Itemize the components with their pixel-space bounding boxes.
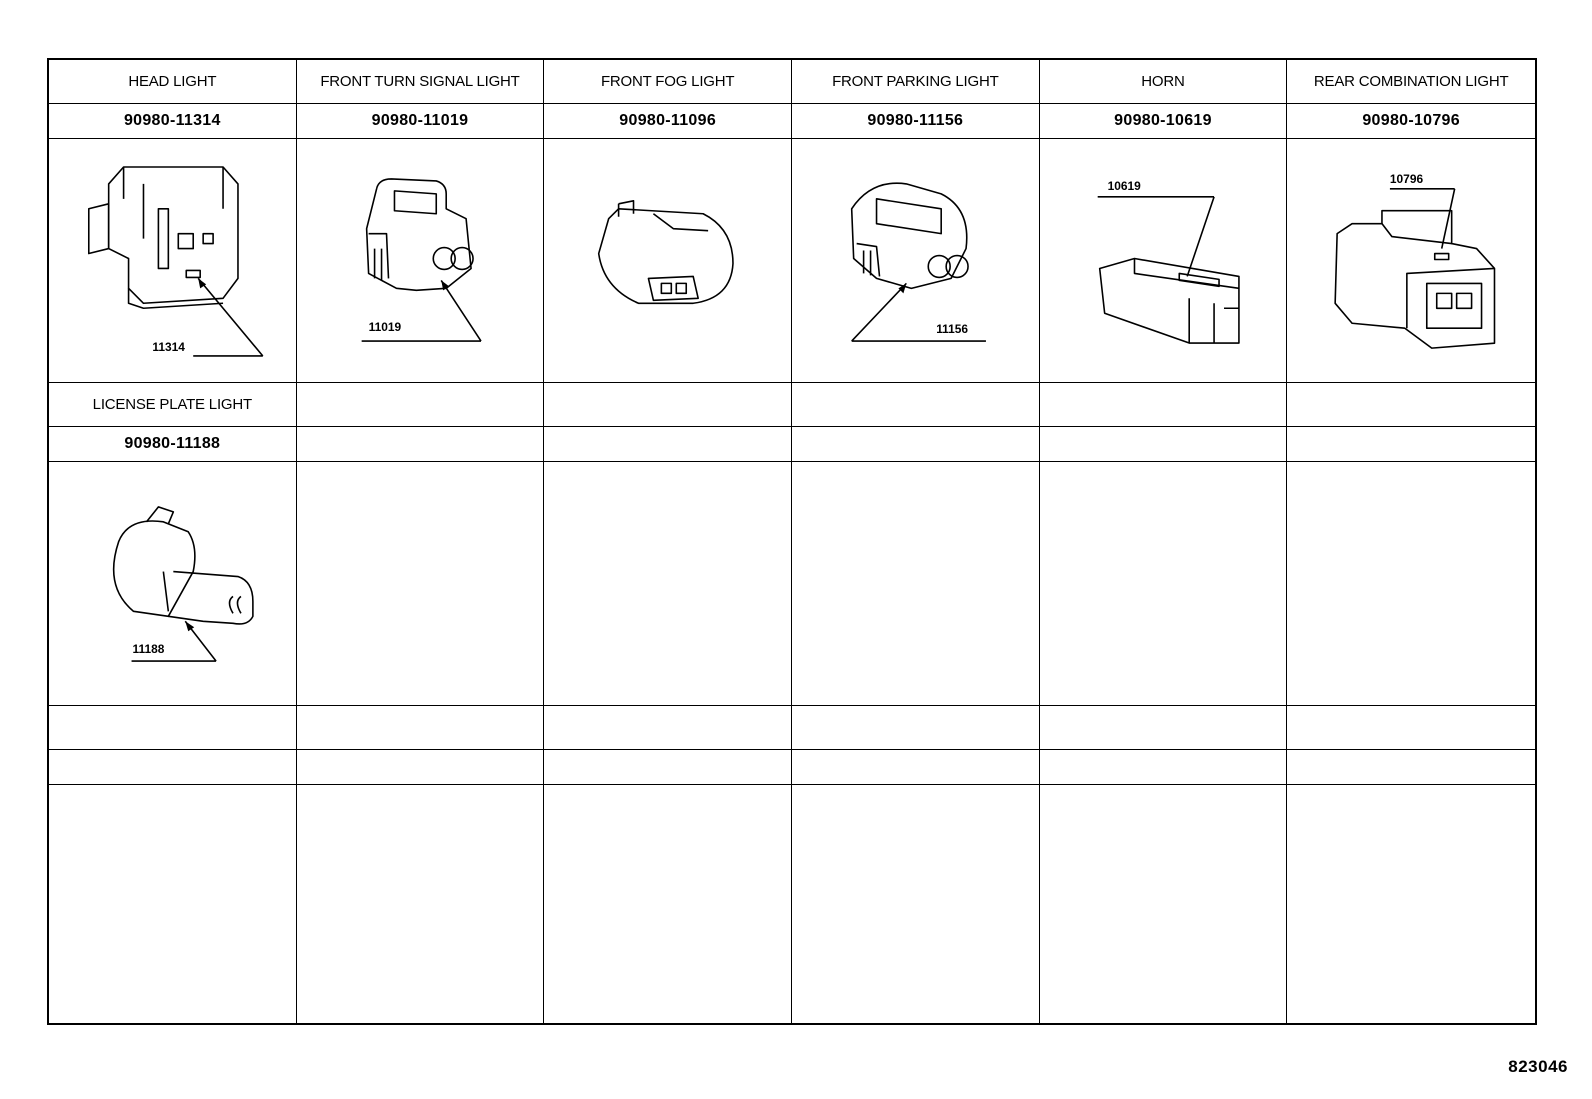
empty-cell (792, 383, 1040, 427)
empty-cell (544, 383, 792, 427)
empty-cell (1040, 383, 1288, 427)
front-parking-connector-icon (792, 139, 1039, 382)
part-number: 90980-11019 (297, 104, 545, 139)
empty-cell (297, 706, 545, 750)
connector-name: FRONT PARKING LIGHT (792, 60, 1040, 104)
connector-illustration (1040, 139, 1288, 383)
empty-cell (49, 750, 297, 785)
empty-cell (1287, 750, 1535, 785)
empty-cell (1040, 462, 1288, 706)
connector-illustration (792, 139, 1040, 383)
empty-cell (1040, 706, 1288, 750)
figure-code: 823046 (1508, 1057, 1568, 1076)
empty-cell (544, 706, 792, 750)
part-number: 90980-11188 (49, 427, 297, 462)
empty-cell (1287, 383, 1535, 427)
svg-text:10796: 10796 (1390, 171, 1424, 186)
connector-name: HEAD LIGHT (49, 60, 297, 104)
empty-cell (297, 750, 545, 785)
empty-cell (297, 462, 545, 706)
connector-name: HORN (1040, 60, 1288, 104)
connector-name: LICENSE PLATE LIGHT (49, 383, 297, 427)
connector-illustration (297, 139, 545, 383)
connector-table (47, 58, 1537, 1025)
empty-cell (544, 427, 792, 462)
empty-cell (1287, 785, 1535, 1023)
part-number: 90980-10796 (1287, 104, 1535, 139)
empty-cell (544, 785, 792, 1023)
connector-name: FRONT TURN SIGNAL LIGHT (297, 60, 545, 104)
part-number: 90980-10619 (1040, 104, 1288, 139)
empty-cell (1287, 706, 1535, 750)
empty-cell (792, 706, 1040, 750)
svg-text:11314: 11314 (152, 340, 185, 355)
empty-cell (297, 785, 545, 1023)
svg-text:11188: 11188 (132, 642, 165, 657)
head-light-connector-icon (49, 139, 296, 382)
empty-cell (544, 750, 792, 785)
empty-cell (1040, 785, 1288, 1023)
empty-cell (49, 706, 297, 750)
front-turn-signal-connector-icon (297, 139, 544, 382)
front-fog-connector-icon (544, 139, 791, 382)
rear-combination-connector-icon (1287, 139, 1535, 382)
part-number: 90980-11096 (544, 104, 792, 139)
empty-cell (1287, 427, 1535, 462)
svg-text:11156: 11156 (936, 322, 969, 337)
horn-connector-icon (1040, 139, 1287, 382)
part-number: 90980-11314 (49, 104, 297, 139)
empty-cell (1040, 750, 1288, 785)
connector-name: REAR COMBINATION LIGHT (1287, 60, 1535, 104)
connector-illustration (544, 139, 792, 383)
connector-illustration (1287, 139, 1535, 383)
license-plate-connector-icon (49, 462, 296, 705)
connector-illustration (49, 139, 297, 383)
connector-illustration (49, 462, 297, 706)
empty-cell (792, 427, 1040, 462)
part-number: 90980-11156 (792, 104, 1040, 139)
empty-cell (297, 383, 545, 427)
empty-cell (297, 427, 545, 462)
empty-cell (1040, 427, 1288, 462)
empty-cell (1287, 462, 1535, 706)
svg-text:11019: 11019 (368, 320, 401, 335)
empty-cell (792, 785, 1040, 1023)
empty-cell (792, 462, 1040, 706)
empty-cell (544, 462, 792, 706)
empty-cell (792, 750, 1040, 785)
connector-name: FRONT FOG LIGHT (544, 60, 792, 104)
empty-cell (49, 785, 297, 1023)
svg-text:10619: 10619 (1107, 178, 1141, 193)
